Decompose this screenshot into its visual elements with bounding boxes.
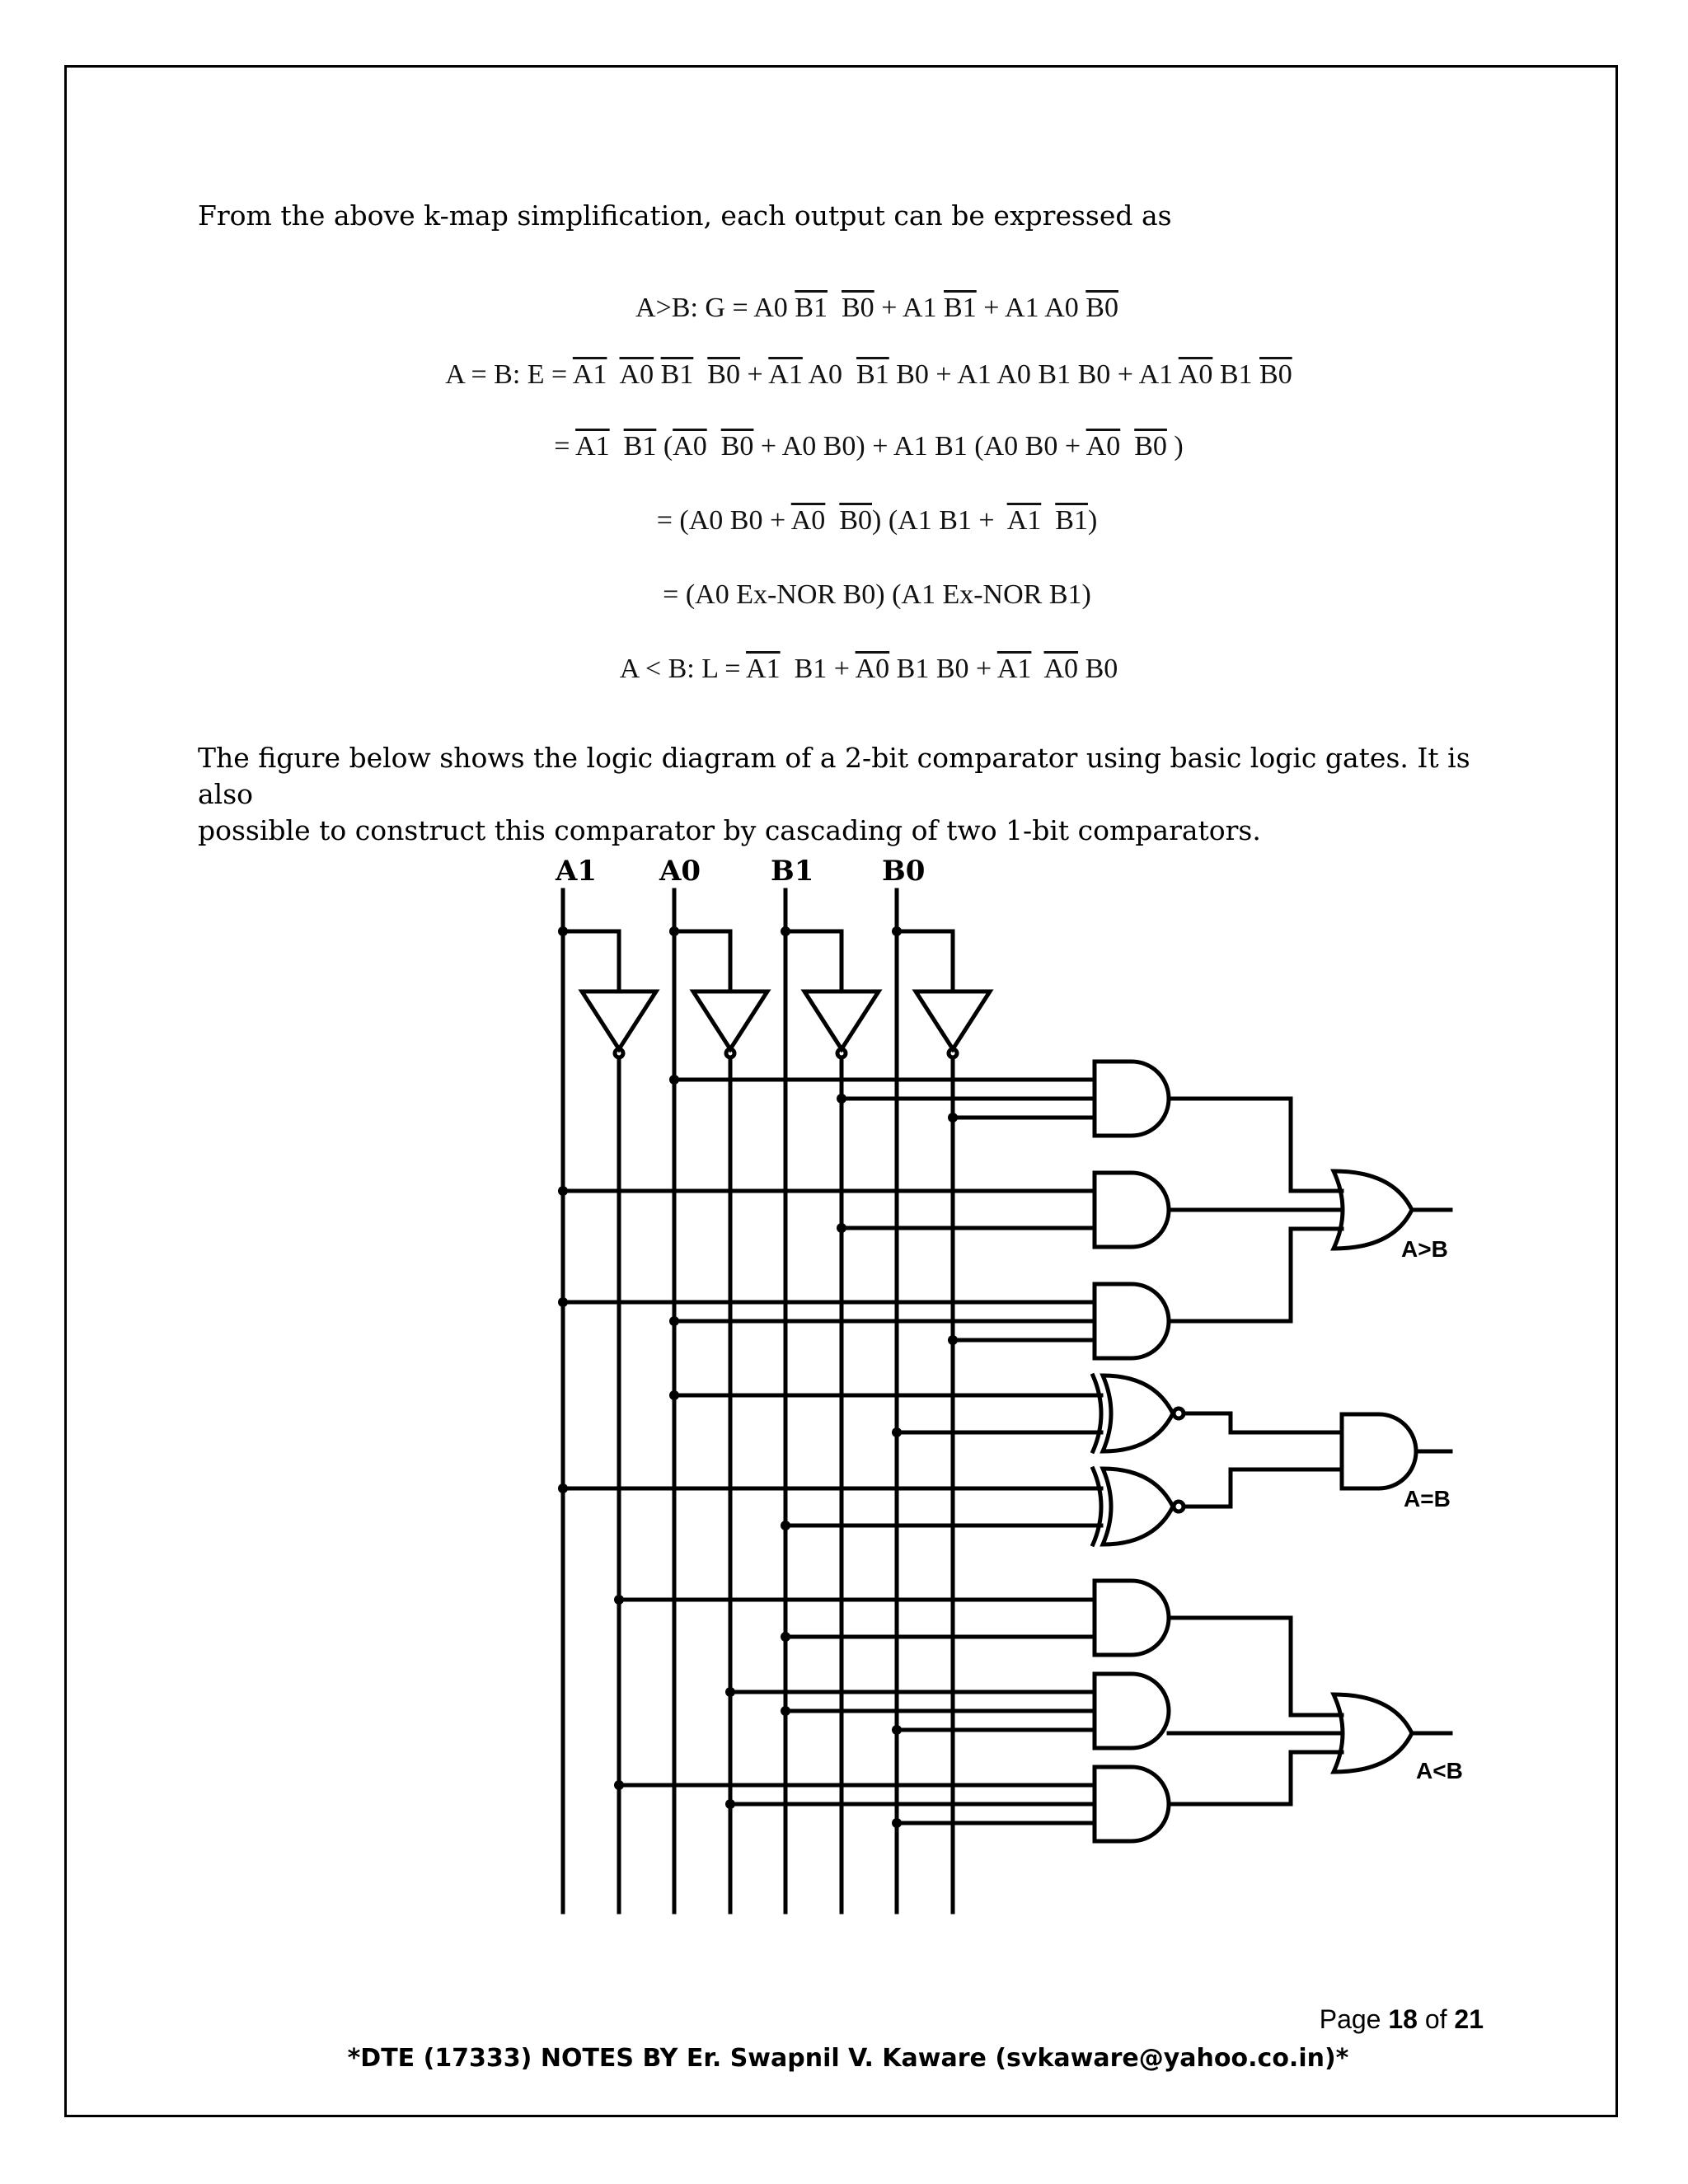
eq3-t6: A0 [673,431,707,462]
eq6-t2: A1 [746,654,781,684]
eq2-t4: A0 [619,359,654,390]
eq2-t9: + [739,359,769,390]
inverter-b0 [916,991,990,1049]
xnor-gate-2 [1103,1469,1173,1544]
equation-equal-step4: = (A0 Ex-NOR B0) (A1 Ex-NOR B1) [663,579,1091,610]
input-label-b1: B1 [771,855,814,888]
eq4-t5: ) (A1 B1 + [872,505,1007,536]
input-label-a1: A1 [556,855,598,888]
page-label: Page [1319,2004,1381,2034]
or-gate-greater [1334,1171,1412,1249]
output-label-greater: A>B [1401,1236,1448,1262]
input-label-b0: B0 [882,855,926,888]
eq3-t2: A1 [575,431,610,462]
figure-text-line2: possible to construct this comparator by cascading of two 1-bit comparators. [198,814,1261,846]
eq2-t8: B0 [707,359,740,390]
output-label-equal: A=B [1404,1486,1451,1511]
eq2-t1: A = B: E = [445,359,573,390]
eq6-t8: A0 [1043,654,1079,684]
inverter-b1 [804,991,879,1049]
eq1-t4: B0 [842,293,874,323]
eq4-t1: = (A0 B0 + [656,505,791,536]
eq2-t15: B1 [1212,359,1260,390]
xnor-gate-1 [1103,1376,1173,1451]
figure-text-line1: The figure below shows the logic diagram of a 2-bit comparator using basic logic gates. It is also [198,742,1470,810]
eq4-t9: ) [1087,505,1098,536]
eq1-t7: + A1 A0 [976,293,1086,323]
eq3-t8: B0 [720,431,754,462]
footer-credit: *DTE (17333) NOTES BY Er. Swapnil V. Kaware (svkaware@yahoo.co.in)* [347,2044,1349,2073]
page-total: 21 [1454,2004,1484,2034]
eq6-t6: A1 [996,654,1032,684]
eq3-t12: B0 [1134,431,1167,462]
output-label-less: A<B [1416,1758,1463,1783]
page-of: of [1424,2004,1447,2034]
and-gate-1 [1095,1062,1169,1136]
eq6-t3: B1 + [780,654,856,684]
page-current: 18 [1388,2004,1418,2034]
input-label-a0: A0 [659,855,701,888]
and-gate-4 [1095,1581,1169,1655]
eq1-t1: A>B: G = A0 [635,293,795,323]
page-number [1320,2003,1484,2036]
eq3-t10: A0 [1085,431,1121,462]
and-gate-3 [1095,1284,1169,1358]
eq2-t2: A1 [572,359,607,390]
intro-paragraph: From the above k-map simplification, each output can be expressed as [198,199,1172,232]
eq4-t8: B1 [1055,505,1088,536]
eq2-t16: B0 [1259,359,1292,390]
eq2-t12: B1 [856,359,889,390]
eq4-t2: A0 [790,505,826,536]
eq2-t10: A1 [768,359,803,390]
eq1-t5: + A1 [874,293,945,323]
eq6-t1: A < B: L = [619,654,747,684]
and-gate-2 [1095,1173,1169,1247]
or-gate-less [1334,1694,1412,1772]
eq6-t4: A0 [855,654,890,684]
eq2-t14: A0 [1178,359,1213,390]
eq3-t4: B1 [623,431,657,462]
eq3-t5: ( [656,431,673,462]
eq2-t11: A0 [802,359,857,390]
and-gate-equal [1342,1414,1416,1488]
eq1-t8: B0 [1085,293,1118,323]
inverter-a0 [693,991,767,1049]
eq2-t13: B0 + A1 A0 B1 B0 + A1 [889,359,1179,390]
and-gate-6 [1095,1767,1169,1841]
eq1-t6: B1 [944,293,977,323]
eq6-t9: B0 [1078,654,1118,684]
and-gate-5 [1095,1674,1169,1748]
eq4-t4: B0 [839,505,872,536]
eq1-t2: B1 [795,293,828,323]
inverter-a1 [582,991,656,1049]
eq2-t6: B1 [660,359,694,390]
eq3-t9: + A0 B0) + A1 B1 (A0 B0 + [753,431,1086,462]
eq3-t1: = [554,431,576,462]
eq3-t13: ) [1166,431,1184,462]
eq6-t5: B1 B0 + [889,654,997,684]
eq4-t6: A1 [1006,505,1042,536]
